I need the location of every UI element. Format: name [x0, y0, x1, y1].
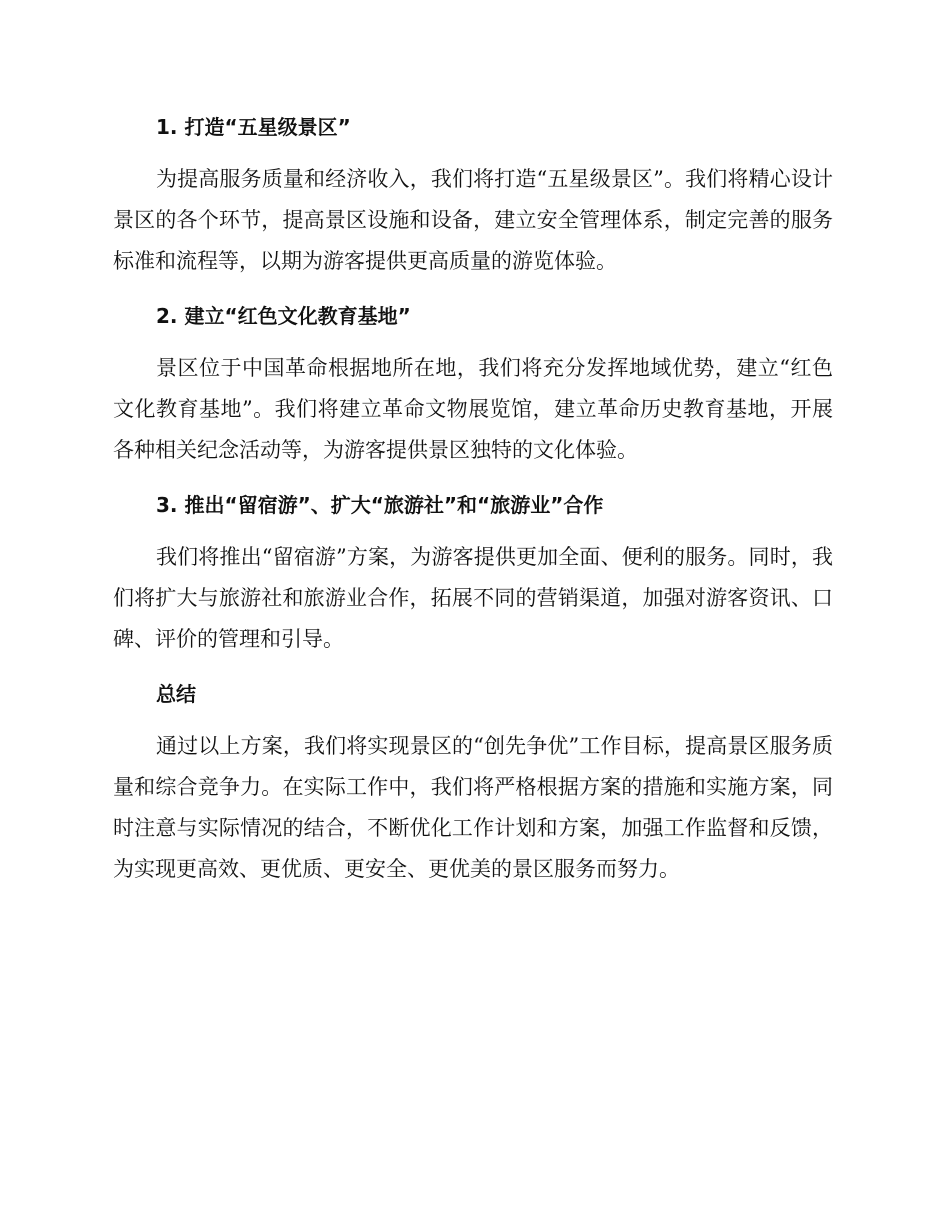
document-page [113, 105, 833, 902]
section-body-1: 为提高服务质量和经济收入，我们将打造“五星级景区”。我们将精心设计景区的各个环节，提高景区设施和设备，建立安全管理体系，制定完善的服务标准和流程等，以期为游客提供更高质量的游览体验。 [113, 167, 833, 273]
section-heading-2: 2. 建立“红色文化教育基地” [156, 304, 411, 328]
section-heading-3: 3. 推出“留宿游”、扩大“旅游社”和“旅游业”合作 [156, 493, 604, 517]
section-heading-1: 1. 打造“五星级景区” [156, 115, 351, 139]
section-body-2: 景区位于中国革命根据地所在地，我们将充分发挥地域优势，建立“红色文化教育基地”。我们将建立革命文物展览馆，建立革命历史教育基地，开展各种相关纪念活动等，为游客提供景区独特的文化体验。 [113, 356, 833, 462]
summary-body: 通过以上方案，我们将实现景区的“创先争优”工作目标，提高景区服务质量和综合竞争力。在实际工作中，我们将严格根据方案的措施和实施方案，同时注意与实际情况的结合，不断优化工作计划和方案，加强工作监督和反馈，为实现更高效、更优质、更安全、更优美的景区服务而努力。 [113, 734, 833, 881]
summary-heading: 总结 [156, 682, 196, 706]
section-body-3: 我们将推出“留宿游”方案，为游客提供更加全面、便利的服务。同时，我们将扩大与旅游社和旅游业合作，拓展不同的营销渠道，加强对游客资讯、口碑、评价的管理和引导。 [113, 545, 833, 651]
